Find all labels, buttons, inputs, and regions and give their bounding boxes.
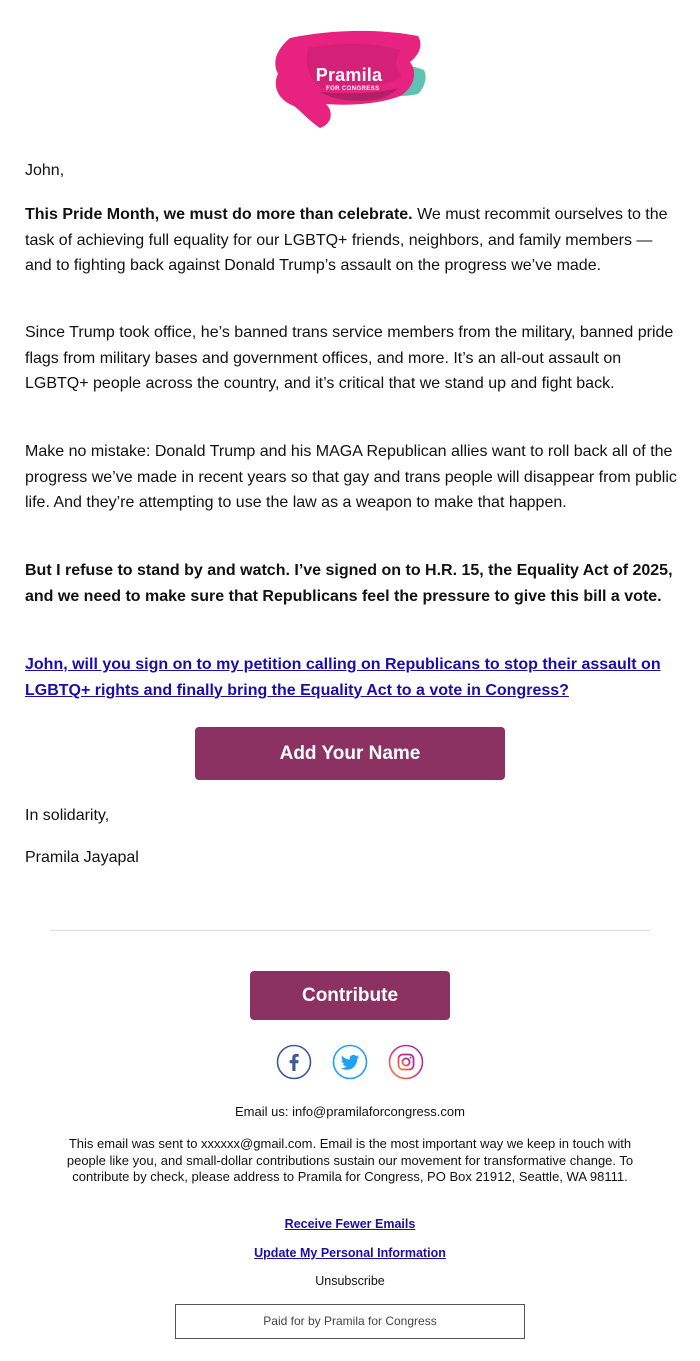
facebook-icon[interactable] <box>276 1044 312 1080</box>
footer-divider <box>50 930 650 931</box>
update-personal-info-link[interactable]: Update My Personal Information <box>254 1246 446 1260</box>
email-us-text: Email us: info@pramilaforcongress.com <box>235 1104 465 1119</box>
unsubscribe-link[interactable]: Unsubscribe <box>315 1274 385 1288</box>
petition-paragraph <box>25 652 677 703</box>
instagram-icon[interactable] <box>388 1044 424 1080</box>
twitter-icon[interactable] <box>332 1044 368 1080</box>
contribute-button[interactable]: Contribute <box>250 971 450 1020</box>
greeting: John, <box>25 162 65 179</box>
paragraph-1-bold: This Pride Month, we must do more than celebrate. <box>25 206 413 223</box>
disclaimer-text: This email was sent to xxxxxx@gmail.com. Email is the most important way we keep in touch with people like you, and small-dollar contributions sustain our movement for transformative change. To contribute by check, please address to Pramila for Congress, PO Box 21912, Seattle, WA 98111. <box>66 1136 634 1184</box>
petition-link[interactable]: John, will you sign on to my petition calling on Republicans to stop their assault on LGBTQ+ rights and finally bring the Equality Act to a vote in Congress? <box>25 656 661 699</box>
paragraph-4: But I refuse to stand by and watch. I’ve signed on to H.R. 15, the Equality Act of 2025, and we need to make sure that Republicans feel the pressure to give this bill a vote. <box>25 562 673 605</box>
paragraph-1 <box>25 202 677 279</box>
campaign-logo <box>268 28 430 134</box>
paid-for-disclaimer: Paid for by Pramila for Congress <box>175 1304 525 1339</box>
paragraph-3: Make no mistake: Donald Trump and his MAGA Republican allies want to roll back all of the progress we’ve made in recent years so that gay and trans people will disappear from public life. And they’re attempting to use the law as a weapon to make that happen. <box>25 443 677 511</box>
paragraph-1-rest: We must recommit ourselves to the task of achieving full equality for our LGBTQ+ friends, neighbors, and family members — and to fighting back against Donald Trump’s assault on the progress we’ve made. <box>25 206 668 274</box>
update-info-row <box>0 1245 700 1260</box>
signature: Pramila Jayapal <box>25 849 139 866</box>
receive-fewer-emails-link[interactable]: Receive Fewer Emails <box>284 1217 416 1231</box>
paragraph-2: Since Trump took office, he’s banned trans service members from the military, banned pride flags from military bases and government offices, and more. It’s an all-out assault on LGBTQ+ people across the country, and it’s critical that we stand up and fight back. <box>25 324 674 392</box>
logo-subtitle: FOR CONGRESS <box>326 86 380 92</box>
closing: In solidarity, <box>25 807 110 824</box>
logo-name: Pramila <box>315 65 383 85</box>
add-your-name-button[interactable]: Add Your Name <box>195 727 505 780</box>
receive-fewer-emails-row <box>0 1216 700 1231</box>
